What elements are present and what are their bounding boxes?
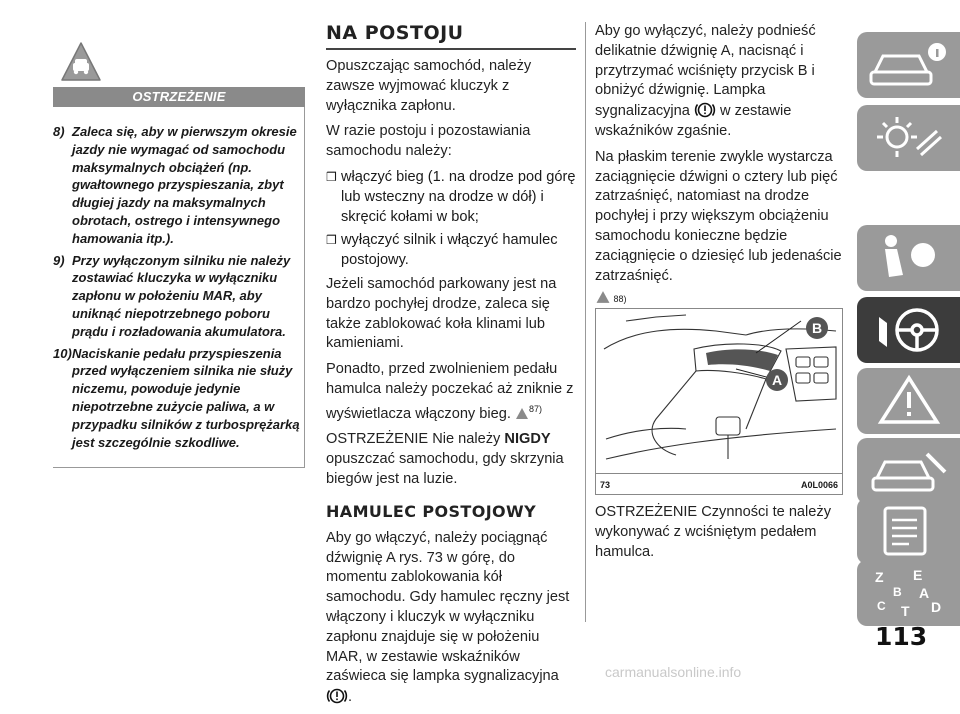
tab-steering-wheel[interactable] (857, 297, 960, 363)
right-column (595, 22, 843, 569)
parking-paragraph-4: Ponadto, przed zwolnieniem pedału hamulca należy poczekać aż zniknie z wyświetlacza włączony bieg. $^{87)}$ (326, 361, 574, 422)
svg-text:E: E (913, 567, 923, 583)
parking-bullet-1: ❒ włączyć bieg (1. na drodze pod górę lub wsteczny na drodze w dół) i skręcić kołami w bok; (326, 168, 576, 225)
parking-paragraph-1: Opuszczając samochód, należy zawsze wyjmować kluczyk z wyłącznika zapłonu. (326, 58, 532, 114)
airbag-icon (857, 225, 960, 291)
release-paragraph: Aby go wyłączyć, należy podnieść delikatnie dźwignię A, nacisnąć i przytrzymać wciśnięty przycisk B i obniżyć dźwignię. Lampka sygnalizacyjna w zestawie wskaźników zgaśnie. (595, 23, 816, 139)
warning-item-10: 10)Naciskanie pedału przyspieszenia przed wyłączeniem silnika nie służy niczemu, powoduje jedynie niepotrzebne zużycie paliwa, a w przypadku silników z turbosprężarką jest szczególnie szkodliwe. (53, 345, 300, 450)
parking-bullet-2: ❒ wyłączyć silnik i włączyć hamulec postojowy. (326, 232, 558, 269)
svg-text:T: T (901, 603, 910, 619)
column-divider (585, 22, 586, 622)
footer-watermark: carmanualsonline.info (605, 664, 742, 680)
warning-title: OSTRZEŻENIE (53, 87, 305, 107)
parking-paragraph-5: OSTRZEŻENIE Nie należy NIGDY opuszczać samochodu, gdy skrzynia biegów jest na luzie. (326, 431, 564, 487)
warning-item-8: 8) Zaleca się, aby w pierwszym okresie jazdy nie wymagać od samochodu maksymalnych obciążeń (np. gwałtownego przyspieszania, zbyt długiej jazdy na maksymalnych obrotach, ostrego i intensywnego hamowania itp.). (53, 124, 297, 246)
label-a: A (766, 369, 788, 391)
warning-triangle-icon (59, 40, 103, 84)
warning-lights-icon (857, 105, 960, 171)
tab-index[interactable] (857, 560, 960, 626)
tab-roadside[interactable] (857, 368, 960, 434)
steering-wheel-icon (857, 297, 960, 363)
figure-code: A0L0066 (800, 480, 838, 491)
tab-service[interactable] (857, 438, 960, 504)
figure-number: 73 (600, 480, 611, 491)
handbrake-paragraph-1: Aby go włączyć, należy pociągnąć dźwignię A rys. 73 w górę, do momentu zablokowania kół samochodu. Gdy hamulec ręczny jest włączony i kluczyk w wyłączniku zapłonu znajduje się w położeniu MAR, w zestawie wskaźników zaświeca się lampka sygnalizacyjna . (326, 529, 570, 706)
small-warning-icon (515, 407, 529, 420)
svg-text:A: A (919, 585, 930, 601)
warning-box (53, 107, 305, 468)
svg-text:Z: Z (875, 569, 884, 585)
svg-text:C: C (877, 599, 886, 613)
roadside-warning-icon (857, 368, 960, 434)
warning-item-9: 9) Przy wyłączonym silniku nie należy zostawiać kluczyka w wyłączniku zapłonu w położeniu MAR, aby uniknąć niepotrzebnego poboru prądu i rozładowania akumulatora. (53, 252, 291, 339)
handbrake-illustration (596, 309, 842, 474)
tab-technical-data[interactable] (857, 498, 960, 564)
title-rule (326, 48, 576, 50)
handbrake-figure (595, 308, 843, 495)
warning-column (53, 40, 305, 468)
car-info-icon (857, 32, 960, 98)
middle-column (326, 22, 578, 714)
brake-warning-lamp-icon (326, 687, 348, 705)
section-title-handbrake: HAMULEC POSTOJOWY (326, 501, 537, 521)
label-b: B (806, 317, 828, 339)
figure-footer (596, 473, 842, 494)
svg-text:B: B (893, 585, 902, 599)
warning-ref: 88) (595, 290, 843, 304)
tab-airbag[interactable] (857, 225, 960, 291)
tab-warning-lights[interactable] (857, 105, 960, 171)
car-service-icon (857, 438, 960, 504)
page-number: 113 (875, 622, 928, 651)
parking-paragraph-3: Jeżeli samochód parkowany jest na bardzo pochyłej drodze, zaleca się także zablokować koła klinami lub kamieniami. (326, 275, 557, 352)
brake-warning-lamp-icon (694, 101, 716, 119)
flat-ground-paragraph: Na płaskim terenie zwykle wystarcza zaciągnięcie dźwigni o cztery lub pięć zatrzaśnięć, natomiast na drodze pochyłej i przy większym obciążeniu samochodu konieczne będzie zaciągnięcie o dziesięć lub jedenaście zatrzaśnięć. (595, 148, 842, 284)
section-title-parking: NA POSTOJU (326, 22, 464, 44)
index-icon (857, 560, 960, 626)
tab-car-info[interactable] (857, 32, 960, 98)
pedal-warning-paragraph: OSTRZEŻENIE Czynności te należy wykonywać z wciśniętym pedałem hamulca. (595, 504, 832, 560)
small-warning-icon (595, 290, 611, 304)
svg-text:D: D (931, 599, 942, 615)
parking-paragraph-2: W razie postoju i pozostawiania samochodu należy: (326, 123, 531, 160)
technical-data-icon (857, 498, 960, 564)
